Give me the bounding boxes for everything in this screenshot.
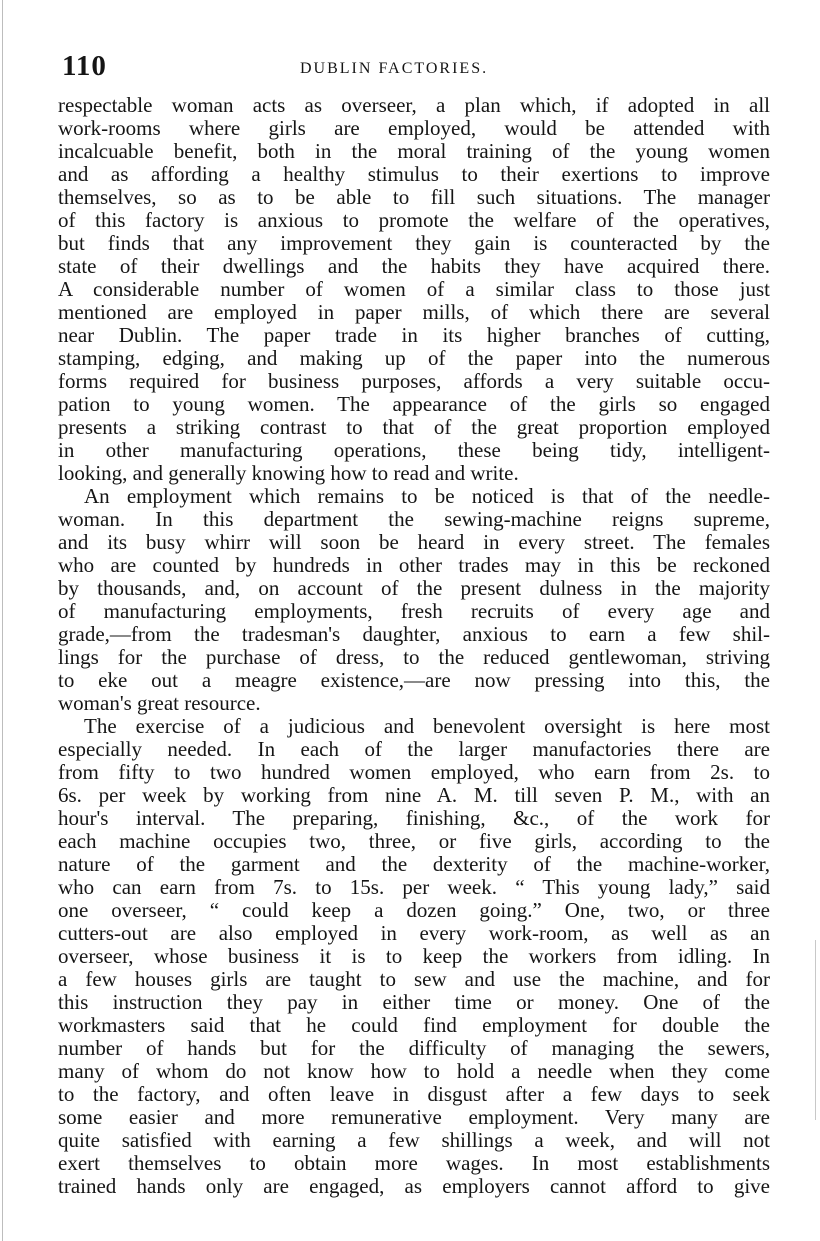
text-line: presents a striking contrast to that of the great proportion employed [58,415,770,439]
book-page [58,42,770,1198]
text-line: state of their dwellings and the habits they have acquired there. [58,254,770,278]
text-line: and its busy whirr will soon be heard in every street. The females [58,530,770,554]
text-line: number of hands but for the difficulty of managing the sewers, [58,1036,770,1060]
text-line: lings for the purchase of dress, to the reduced gentlewoman, striving [58,645,770,669]
body-text [58,94,770,1198]
text-line: each machine occupies two, three, or five girls, according to the [58,829,770,853]
text-line: woman's great resource. [58,691,261,715]
text-line: to the factory, and often leave in disgust after a few days to seek [58,1082,770,1106]
text-line: looking, and generally knowing how to read and write. [58,461,519,485]
text-line: grade,—from the tradesman's daughter, anxious to earn a few shil- [58,622,770,646]
text-line: and as affording a healthy stimulus to their exertions to improve [58,162,770,186]
text-line: nature of the garment and the dexterity of the machine-worker, [58,852,770,876]
text-line: who can earn from 7s. to 15s. per week. “ This young lady,” said [58,875,770,899]
text-line: who are counted by hundreds in other trades may in this be reckoned [58,553,770,577]
text-line: An employment which remains to be noticed is that of the needle- [84,484,770,508]
text-line: a few houses girls are taught to sew and use the machine, and for [58,967,770,991]
text-line: of this factory is anxious to promote the welfare of the operatives, [58,208,770,232]
page-number: 110 [62,50,107,82]
text-line: trained hands only are engaged, as employers cannot afford to give [58,1174,770,1198]
text-line: cutters-out are also employed in every work-room, as well as an [58,921,770,945]
text-line: themselves, so as to be able to fill such situations. The manager [58,185,770,209]
text-line: of manufacturing employments, fresh recruits of every age and [58,599,770,623]
text-line: 6s. per week by working from nine A. M. till seven P. M., with an [58,783,770,807]
text-line: work-rooms where girls are employed, would be attended with [58,116,770,140]
margin-mark [815,940,816,1120]
text-line: quite satisfied with earning a few shillings a week, and will not [58,1128,770,1152]
text-line: woman. In this department the sewing-machine reigns supreme, [58,507,770,531]
page-edge-rule [2,0,3,1241]
running-head [58,42,770,94]
text-line: A considerable number of women of a similar class to those just [58,277,770,301]
text-line: incalcuable benefit, both in the moral training of the young women [58,139,770,163]
text-line: from fifty to two hundred women employed, who earn from 2s. to [58,760,770,784]
text-line: stamping, edging, and making up of the paper into the numerous [58,346,770,370]
text-line: forms required for business purposes, affords a very suitable occu- [58,369,770,393]
running-title: DUBLIN FACTORIES. [300,60,489,77]
text-line: respectable woman acts as overseer, a plan which, if adopted in all [58,93,770,117]
text-line: especially needed. In each of the larger manufactories there are [58,737,770,761]
text-line: workmasters said that he could find employment for double the [58,1013,770,1037]
text-line: in other manufacturing operations, these being tidy, intelligent- [58,438,770,462]
text-line: The exercise of a judicious and benevolent oversight is here most [84,714,770,738]
text-line: many of whom do not know how to hold a needle when they come [58,1059,770,1083]
text-line: but finds that any improvement they gain is counteracted by the [58,231,770,255]
text-line: overseer, whose business it is to keep the workers from idling. In [58,944,770,968]
text-line: hour's interval. The preparing, finishing, &c., of the work for [58,806,770,830]
text-line: mentioned are employed in paper mills, of which there are several [58,300,770,324]
text-line: exert themselves to obtain more wages. In most establishments [58,1151,770,1175]
text-line: this instruction they pay in either time or money. One of the [58,990,770,1014]
text-line: pation to young women. The appearance of the girls so engaged [58,392,770,416]
text-line: some easier and more remunerative employment. Very many are [58,1105,770,1129]
text-line: by thousands, and, on account of the present dulness in the majority [58,576,770,600]
text-line: one overseer, “ could keep a dozen going.” One, two, or three [58,898,770,922]
text-line: to eke out a meagre existence,—are now pressing into this, the [58,668,770,692]
text-line: near Dublin. The paper trade in its higher branches of cutting, [58,323,770,347]
